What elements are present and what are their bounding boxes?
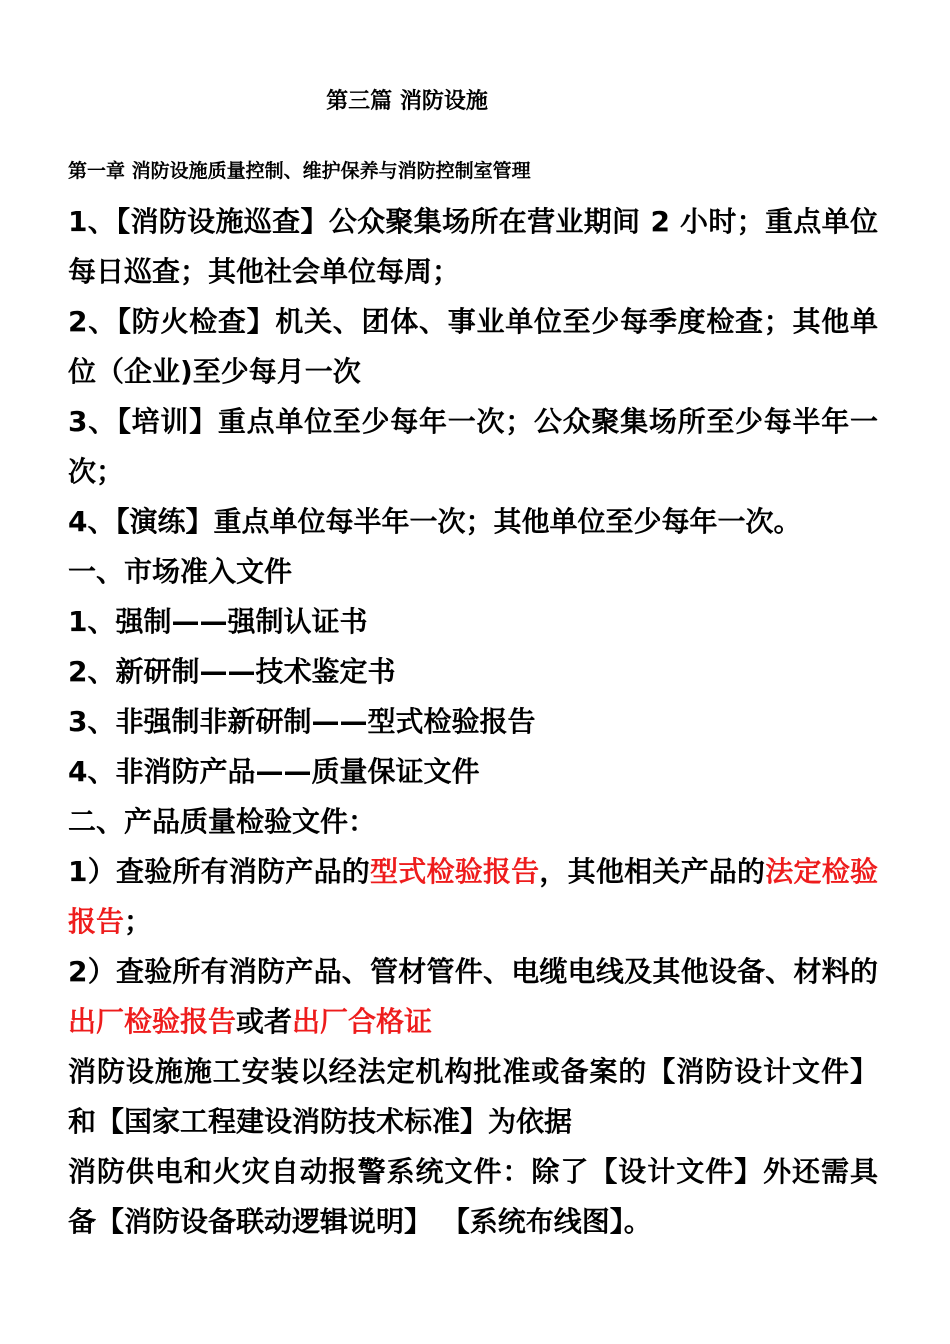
quality-item-1 [68,847,878,947]
market-item-3: 3、非强制非新研制——型式检验报告 [68,705,536,738]
text-run: 1）查验所有消防产品的 [68,855,371,888]
market-item-1: 1、强制——强制认证书 [68,605,368,638]
quality-item-2 [68,947,878,1047]
highlight-text: 出厂合格证 [292,1005,433,1038]
market-item-2: 2、新研制——技术鉴定书 [68,655,396,688]
highlight-text: 型式检验报告 [370,855,540,888]
item-inspection: 1、【消防设施巡查】公众聚集场所在营业期间 2 小时；重点单位每日巡查；其他社会单位每周； [68,205,878,288]
chapter-heading: 第一章 消防设施质量控制、维护保养与消防控制室管理 [68,160,531,182]
text-run: 或者 [236,1005,293,1038]
text-run: 2）查验所有消防产品、管材管件、电缆电线及其他设备、材料的 [68,955,878,988]
paragraph-installation-basis: 消防设施施工安装以经法定机构批准或备案的【消防设计文件】和【国家工程建设消防技术标准】为依据 [68,1055,878,1138]
paragraph-alarm-system-docs: 消防供电和火灾自动报警系统文件：除了【设计文件】外还需具备【消防设备联动逻辑说明】 【系统布线图】。 [68,1155,878,1238]
page-title: 第三篇 消防设施 [326,89,488,114]
section-market-access: 一、市场准入文件 [68,555,293,588]
highlight-text: 出厂检验报告 [68,1005,237,1038]
highlight-text: 法定检验报告 [68,855,878,938]
text-run: ，其他相关产品的 [539,855,766,888]
section-quality-inspection: 二、产品质量检验文件： [68,805,377,838]
item-drill: 4、【演练】重点单位每半年一次；其他单位至少每年一次。 [68,505,802,538]
item-training: 3、【培训】重点单位至少每年一次；公众聚集场所至少每半年一次； [68,405,878,488]
document-body [68,197,878,1247]
item-fire-check: 2、【防火检查】机关、团体、事业单位至少每季度检查；其他单位（企业)至少每月一次 [68,305,878,388]
text-run: ； [124,905,153,938]
market-item-4: 4、非消防产品——质量保证文件 [68,755,480,788]
